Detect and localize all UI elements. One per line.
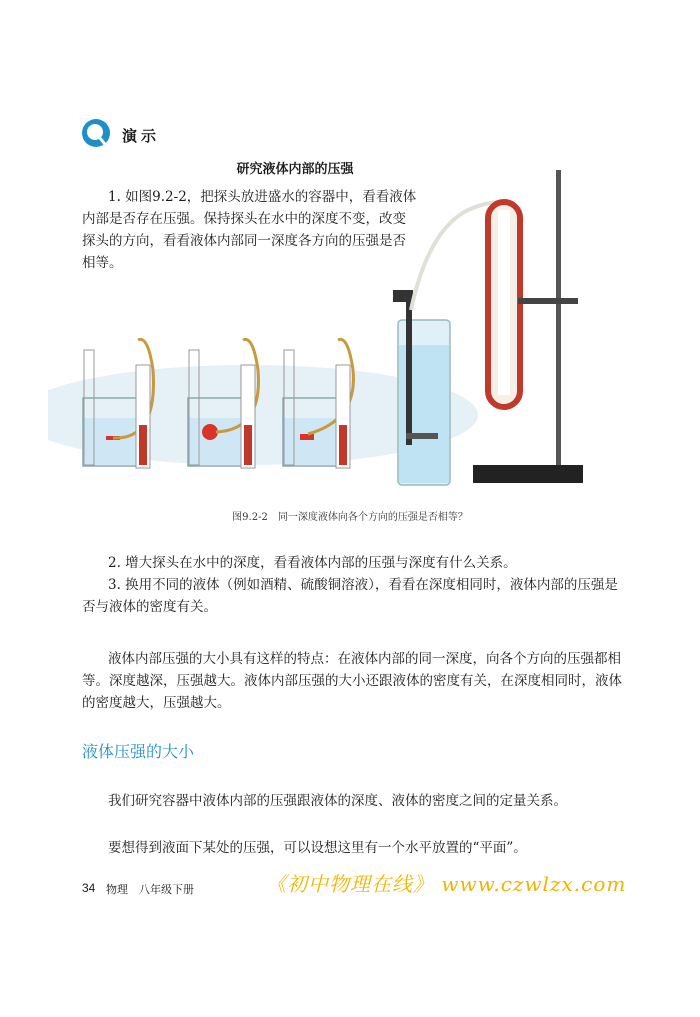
section-plane-paragraph: 要想得到液面下某处的压强，可以设想这里有一个水平放置的“平面”。 xyxy=(108,840,527,856)
section-intro-paragraph: 我们研究容器中液体内部的压强跟液体的深度、液体的密度之间的定量关系。 xyxy=(108,793,567,809)
section-title: 液体压强的大小 xyxy=(82,742,195,761)
step-3-text: 3. 换用不同的液体（例如酒精、硫酸铜溶液），看看在深度相同时，液体内部的压强是否与液体的密度有关。 xyxy=(82,577,618,615)
figure-caption: 图9.2-2 同一深度液体向各个方向的压强是否相等？ xyxy=(232,512,468,523)
book-title: 物理 八年级下册 xyxy=(106,883,194,896)
demo-header xyxy=(80,118,160,152)
experiment-title: 研究液体内部的压强 xyxy=(236,162,354,177)
demo-magnifier-icon xyxy=(80,118,114,152)
step-2-text: 2. 增大探头在水中的深度，看看液体内部的压强与深度有什么关系。 xyxy=(108,555,517,571)
large-apparatus xyxy=(393,170,583,485)
site-watermark: 《初中物理在线》 www.czwlzx.com xyxy=(266,872,627,896)
step-1-text: 1. 如图9.2-2，把探头放进盛水的容器中，看看液体内部是否存在压强。保持探头在水中的深度不变，改变探头的方向，看看液体内部同一深度各方向的压强是否相等。 xyxy=(82,189,417,271)
page-number: 34 xyxy=(82,881,96,895)
demo-label: 演示 xyxy=(122,126,161,145)
pressure-feature-paragraph: 液体内部压强的大小具有这样的特点：在液体内部的同一深度，向各个方向的压强都相等。深度越深，压强越大。液体内部压强的大小还跟液体的密度有关，在深度相同时，液体的密度越大，压强越大。 xyxy=(82,651,622,711)
